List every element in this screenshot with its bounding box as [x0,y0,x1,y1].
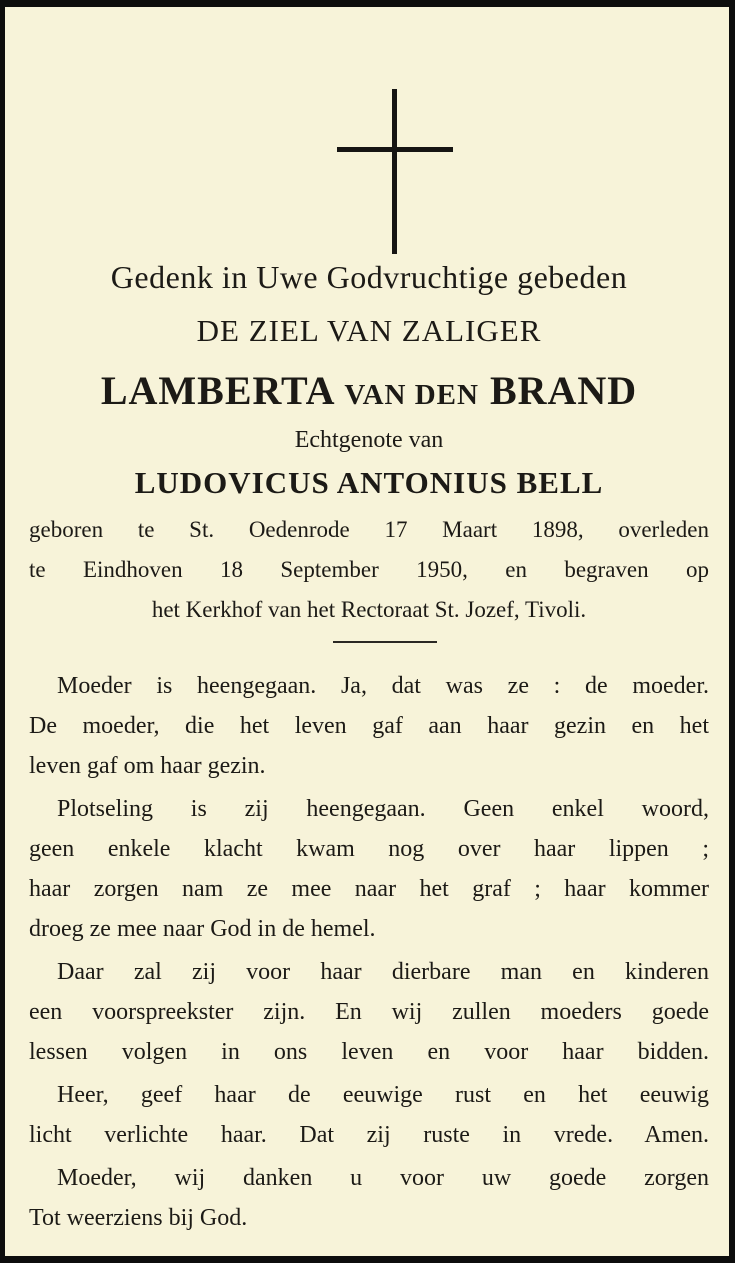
name-last: BRAND [489,368,638,413]
detail-line: het Kerkhof van het Rectoraat St. Jozef, Tivoli. [151,597,587,622]
deceased-name [29,367,709,414]
body-line: licht verlichte haar. Dat zij ruste in vrede. Amen. [29,1122,709,1148]
body-line: Moeder is heengegaan. Ja, dat was ze : de moeder. [57,673,709,699]
body-line: leven gaf om haar gezin. [29,753,266,779]
body-line: lessen volgen in ons leven en voor haar bidden. [29,1039,709,1065]
body-line: Moeder, wij danken u voor uw goede zorgen [57,1165,709,1191]
name-first: LAMBERTA [100,368,334,413]
body-line: haar zorgen nam ze mee naar het graf ; haar kommer [29,876,709,902]
body-line: De moeder, die het leven gaf aan haar gezin en het [29,713,709,739]
separator-rule [333,641,437,643]
name-middle: VAN DEN [344,379,479,411]
spouse-name: LUDOVICUS ANTONIUS BELL [134,465,604,500]
detail-line: te Eindhoven 18 September 1950, en begraven op [29,557,709,582]
body-line: Tot weerziens bij God. [29,1205,248,1231]
body-line: Plotseling is zij heengegaan. Geen enkel woord, [57,796,709,822]
spouse-intro: Echtgenote van [294,427,444,453]
body-line: geen enkele klacht kwam nog over haar lippen ; [29,836,709,862]
body-line: Heer, geef haar de eeuwige rust en het eeuwig [57,1082,709,1108]
memorial-card [5,7,729,1256]
body-line: droeg ze mee naar God in de hemel. [29,916,376,942]
body-line: een voorspreekster zijn. En wij zullen moeders goede [29,999,709,1025]
detail-line: geboren te St. Oedenrode 17 Maart 1898, overleden [29,517,709,542]
body-line: Daar zal zij voor haar dierbare man en kinderen [57,959,709,985]
cross-icon [337,89,453,254]
soul-of-line: DE ZIEL VAN ZALIGER [196,313,542,348]
prayer-request-line: Gedenk in Uwe Godvruchtige gebeden [110,259,628,295]
